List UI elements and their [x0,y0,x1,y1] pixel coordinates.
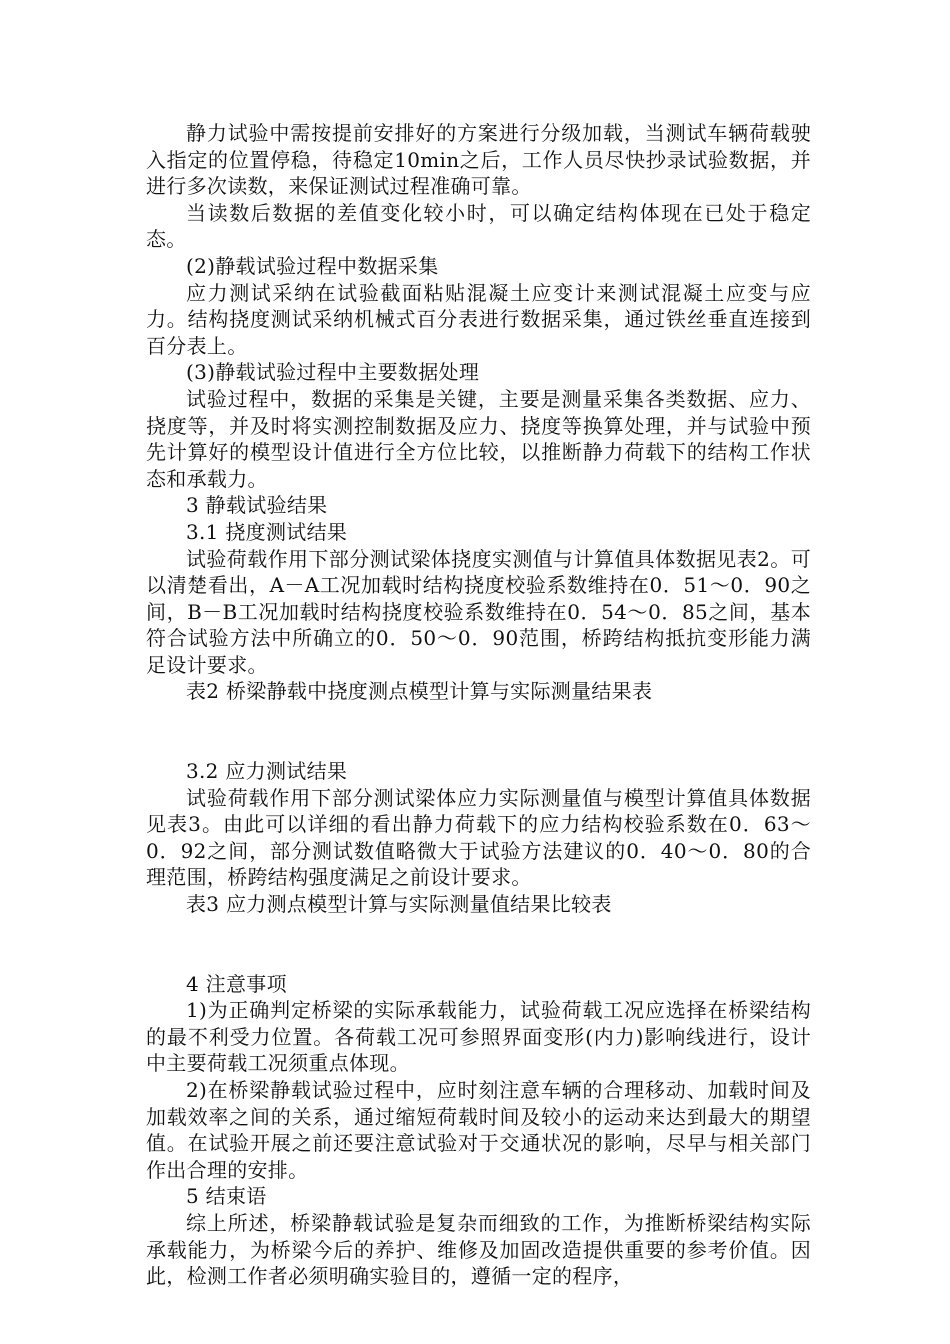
heading-section-3-1: 3.1 挠度测试结果 [186,519,348,544]
paragraph-static-load-procedure: 静力试验中需按提前安排好的方案进行分级加载，当测试车辆荷载驶入指定的位置停稳，待稳定10min之后，工作人员尽快抄录试验数据，并进行多次读数，来保证测试过程准确可靠。 [146,121,811,199]
paragraph-deflection-results: 试验荷载作用下部分测试梁体挠度实测值与计算值具体数据见表2。可以清楚看出，A－A工况加载时结构挠度校验系数维持在0．51～0．90之间，B－B工况加载时结构挠度校验系数维持在0．54～0．85之间，基本符合试验方法中所确立的0．50～0．90范围，桥跨结构抵抗变形能力满足设计要求。 [146,546,811,677]
heading-data-collection: (2)静载试验过程中数据采集 [186,253,439,278]
heading-section-3: 3 静载试验结果 [186,493,328,518]
heading-section-3-2: 3.2 应力测试结果 [186,759,348,784]
table-2-placeholder [146,705,811,758]
table-2-caption: 表2 桥梁静载中挠度测点模型计算与实际测量结果表 [186,679,653,704]
paragraph-note-1: 1)为正确判定桥梁的实际承载能力，试验荷载工况应选择在桥梁结构的最不利受力位置。各荷载工况可参照界面变形(内力)影响线进行，设计中主要荷载工况须重点体现。 [146,998,811,1076]
paragraph-conclusion: 综上所述，桥梁静载试验是复杂而细致的工作，为推断桥梁结构实际承载能力，为桥梁今后的养护、维修及加固改造提供重要的参考价值。因此，检测工作者必须明确实验目的，遵循一定的程序， [146,1210,811,1289]
heading-section-4: 4 注意事项 [186,971,287,996]
paragraph-stress-measurement: 应力测试采纳在试验截面粘贴混凝土应变计来测试混凝土应变与应力。结构挠度测试采纳机械式百分表进行数据采集，通过铁丝垂直连接到百分表上。 [146,280,811,358]
paragraph-stress-results: 试验荷载作用下部分测试梁体应力实际测量值与模型计算值具体数据见表3。由此可以详细的看出静力荷载下的应力结构校验系数在0．63～0．92之间，部分测试数值略微大于试验方法建议的0．40～0．80的合理范围，桥跨结构强度满足之前设计要求。 [146,785,811,890]
table-3-caption: 表3 应力测点模型计算与实际测量值结果比较表 [186,892,612,917]
table-3-placeholder [146,918,811,971]
paragraph-note-2: 2)在桥梁静载试验过程中，应时刻注意车辆的合理移动、加载时间及加载效率之间的关系，通过缩短荷载时间及较小的运动来达到最大的期望值。在试验开展之前还要注意试验对于交通状况的影响，尽早与相关部门作出合理的安排。 [146,1078,811,1182]
paragraph-stable-state: 当读数后数据的差值变化较小时，可以确定结构体现在已处于稳定态。 [146,200,811,252]
paragraph-data-processing: 试验过程中，数据的采集是关键，主要是测量采集各类数据、应力、挠度等，并及时将实测控制数据及应力、挠度等换算处理，并与试验中预先计算好的模型设计值进行全方位比较，以推断静力荷载下的结构工作状态和承载力。 [146,386,811,491]
document-page [146,120,811,1290]
heading-section-5: 5 结束语 [186,1184,267,1209]
heading-data-processing: (3)静载试验过程中主要数据处理 [186,360,480,385]
